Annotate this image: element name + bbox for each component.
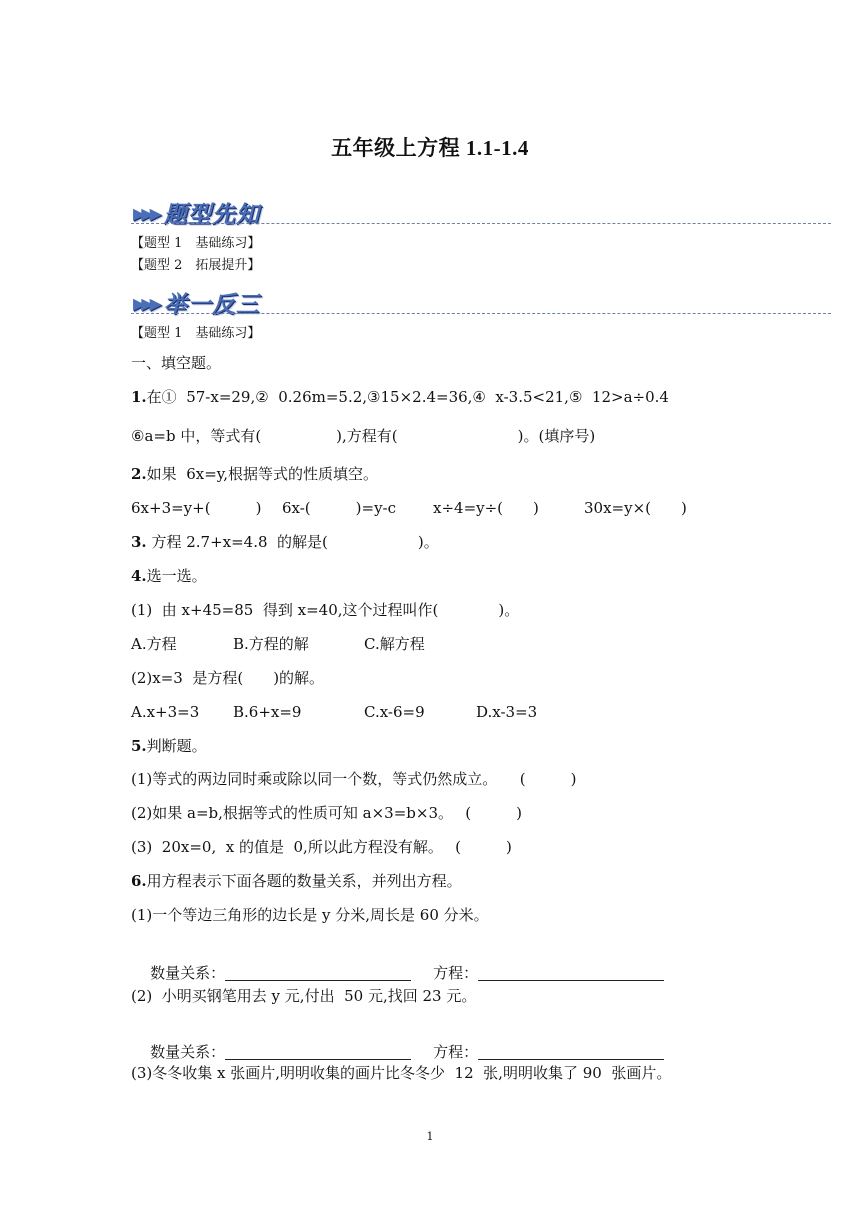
question-4: 4.选一选。 <box>131 567 207 585</box>
section-type-label: 【题型 1 基础练习】 <box>131 326 261 341</box>
question-3: 3. 方程 2.7+x=4.8 的解是( )。 <box>131 533 439 551</box>
question-6-sub-3: (3)冬冬收集 x 张画片,明明收集的画片比冬冬少 12 张,明明收集了 90 张画片。 <box>131 1064 672 1082</box>
question-5: 5.判断题。 <box>131 737 207 755</box>
question-5-sub-2: (2)如果 a=b,根据等式的性质可知 a×3=b×3。 ( ) <box>131 804 522 822</box>
part-heading: 一、填空题。 <box>131 354 222 372</box>
relation-blank <box>225 1043 411 1060</box>
toc-item-type2: 【题型 2 拓展提升】 <box>131 258 261 273</box>
relation-label: 数量关系： <box>150 1043 226 1061</box>
dashed-divider <box>131 313 831 314</box>
question-6-sub-1: (1)一个等边三角形的边长是 y 分米,周长是 60 分米。 <box>131 906 489 924</box>
equation-blank <box>478 964 664 981</box>
question-1-line-2: ⑥a=b 中，等式有( ),方程有( )。(填序号) <box>131 427 596 445</box>
triple-arrow-icon: ▶▶▶ <box>133 294 158 313</box>
section-banner-examples <box>131 286 831 318</box>
question-1-line-1: 1.在① 57-x=29,② 0.26m=5.2,③15×2.4=36,④ x-3.5<21,⑤ 12>a÷0.4 <box>131 388 669 406</box>
option-b: B.6+x=9 <box>233 703 302 721</box>
question-5-sub-1: (1)等式的两边同时乘或除以同一个数，等式仍然成立。 ( ) <box>131 770 577 788</box>
relation-label: 数量关系： <box>150 964 226 982</box>
relation-blank <box>225 964 411 981</box>
question-2: 2.如果 6x=y,根据等式的性质填空。 <box>131 465 379 483</box>
option-d: D.x-3=3 <box>476 703 538 721</box>
option-a: A.x+3=3 <box>131 703 200 721</box>
equation-label: 方程： <box>433 964 479 982</box>
document-title: 五年级上方程 1.1-1.4 <box>331 136 529 160</box>
question-2-item: x÷4=y÷( ) <box>433 499 539 517</box>
question-2-item: 6x-( )=y-c <box>282 499 397 517</box>
toc-item-type1: 【题型 1 基础练习】 <box>131 236 261 251</box>
banner-title: 举一反三 <box>163 292 260 318</box>
question-4-sub-1: (1) 由 x+45=85 得到 x=40,这个过程叫作( )。 <box>131 601 520 619</box>
dashed-divider <box>131 223 831 224</box>
option-a: A.方程 <box>131 635 177 653</box>
question-4-sub-2: (2)x=3 是方程( )的解。 <box>131 669 325 687</box>
question-6-sub-2: (2) 小明买钢笔用去 y 元,付出 50 元,找回 23 元。 <box>131 987 477 1005</box>
question-2-item: 30x=y×( ) <box>584 499 687 517</box>
question-6: 6.用方程表示下面各题的数量关系，并列出方程。 <box>131 872 462 890</box>
question-5-sub-3: (3) 20x=0, x 的值是 0,所以此方程没有解。 ( ) <box>131 838 512 856</box>
option-c: C.x-6=9 <box>364 703 425 721</box>
triple-arrow-icon: ▶▶▶ <box>133 204 158 223</box>
equation-label: 方程： <box>433 1043 479 1061</box>
option-c: C.解方程 <box>364 635 425 653</box>
banner-title: 题型先知 <box>163 202 260 228</box>
page-number: 1 <box>426 1130 434 1143</box>
section-banner-preview <box>131 196 831 228</box>
equation-blank <box>478 1043 664 1060</box>
option-b: B.方程的解 <box>233 635 309 653</box>
question-2-item: 6x+3=y+( ) <box>131 499 262 517</box>
